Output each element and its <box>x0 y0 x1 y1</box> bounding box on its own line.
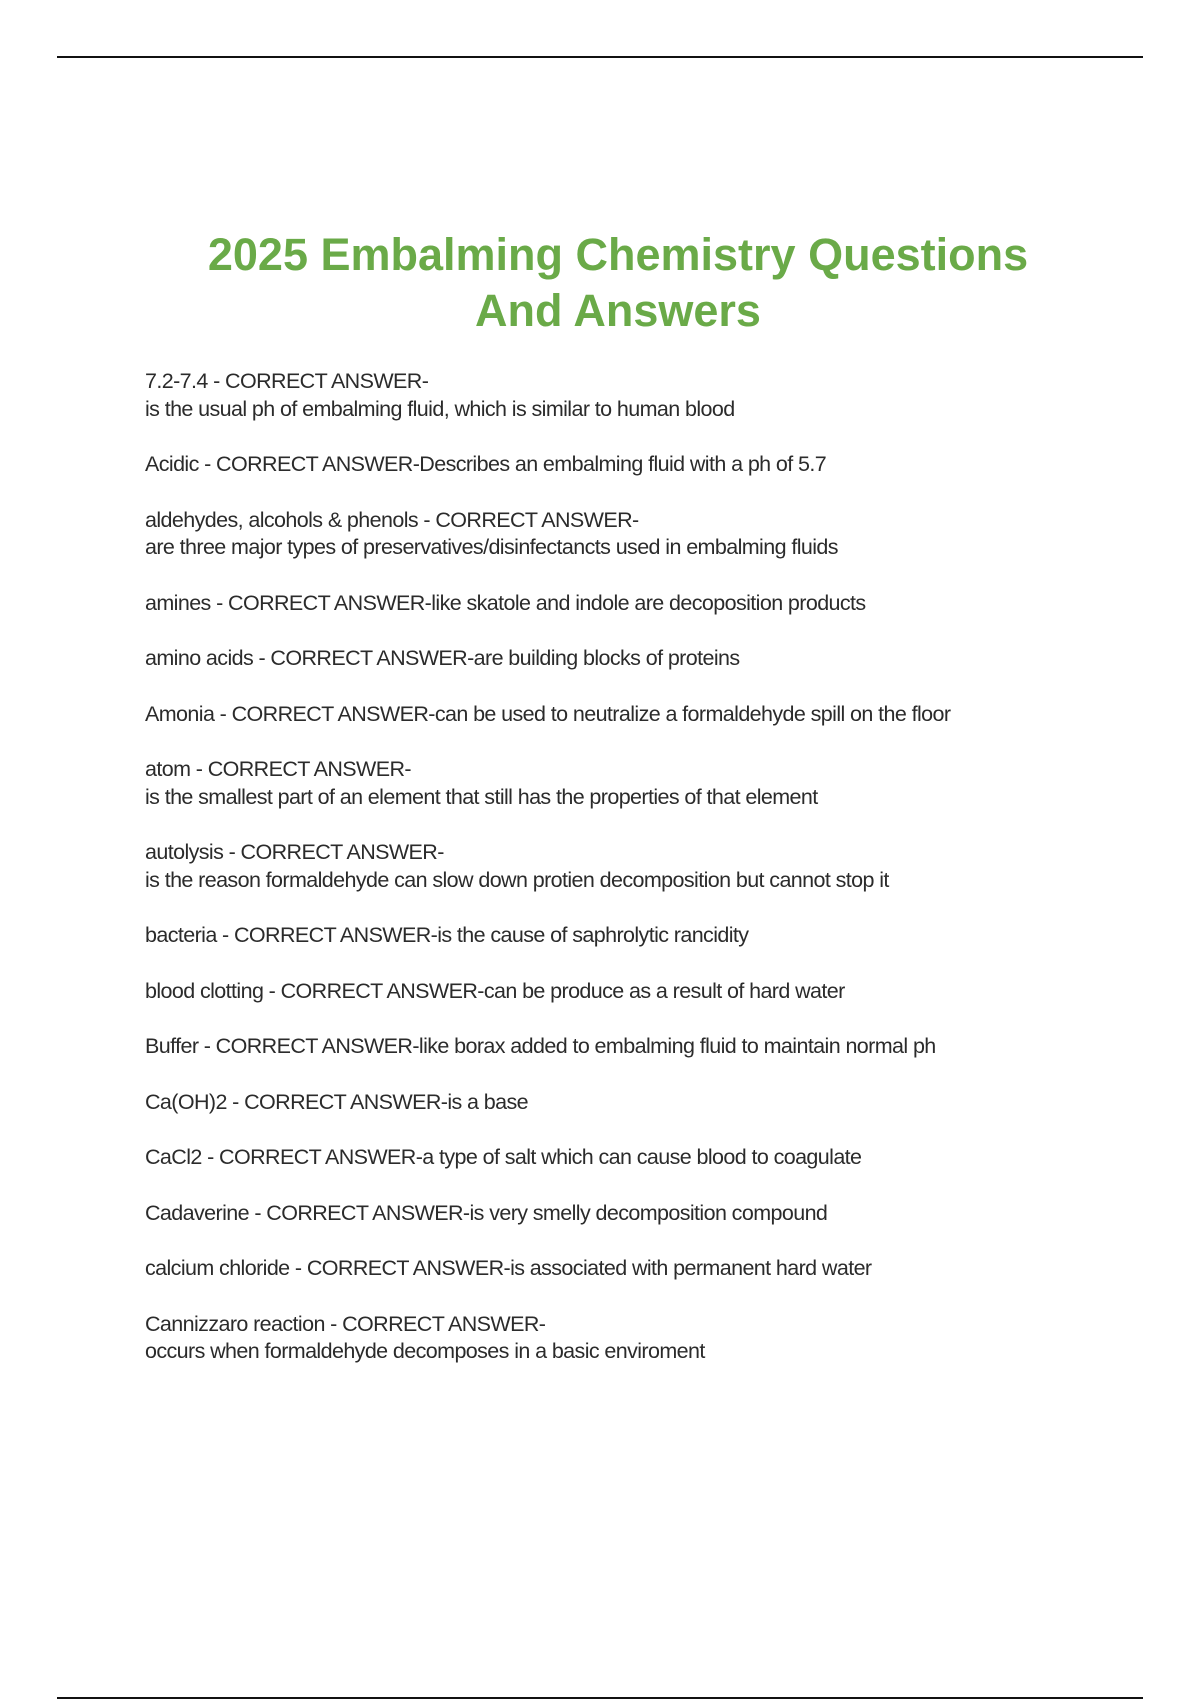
list-item <box>145 1144 1105 1172</box>
qa-line: Ca(OH)2 - CORRECT ANSWER-is a base <box>145 1089 528 1114</box>
list-item <box>145 839 1105 894</box>
list-item <box>145 645 1105 673</box>
top-divider <box>57 56 1143 58</box>
title-line-2: And Answers <box>475 285 761 336</box>
qa-term-line: atom - CORRECT ANSWER- <box>145 757 411 781</box>
title-line-1: 2025 Embalming Chemistry Questions <box>207 229 1029 280</box>
list-item <box>145 368 1105 423</box>
qa-line: blood clotting - CORRECT ANSWER-can be produce as a result of hard water <box>145 978 845 1003</box>
list-item <box>145 701 1105 729</box>
list-item <box>145 590 1105 618</box>
list-item <box>145 507 1105 562</box>
qa-answer-line: are three major types of preservatives/disinfectancts used in embalming fluids <box>145 535 838 559</box>
qa-term-line: Cannizzaro reaction - CORRECT ANSWER- <box>145 1311 546 1336</box>
qa-line: calcium chloride - CORRECT ANSWER-is associated with permanent hard water <box>145 1256 872 1280</box>
qa-line: Cadaverine - CORRECT ANSWER-is very smelly decomposition compound <box>145 1200 828 1225</box>
qa-list <box>145 368 1105 1394</box>
qa-answer-line: occurs when formaldehyde decomposes in a basic enviroment <box>145 1339 705 1363</box>
qa-line: Amonia - CORRECT ANSWER-can be used to neutralize a formaldehyde spill on the floor <box>145 701 951 726</box>
list-item <box>145 451 1105 479</box>
list-item <box>145 1200 1105 1228</box>
list-item <box>145 1311 1105 1366</box>
qa-answer-line: is the reason formaldehyde can slow down protien decomposition but cannot stop it <box>145 867 889 892</box>
qa-answer-line: is the usual ph of embalming fluid, which is similar to human blood <box>145 396 735 421</box>
qa-term-line: 7.2-7.4 - CORRECT ANSWER- <box>145 369 429 393</box>
list-item <box>145 1255 1105 1283</box>
list-item <box>145 978 1105 1006</box>
qa-term-line: autolysis - CORRECT ANSWER- <box>145 840 444 864</box>
page-title <box>120 227 1116 339</box>
bottom-divider <box>57 1697 1143 1699</box>
qa-answer-line: is the smallest part of an element that still has the properties of that element <box>145 784 818 809</box>
qa-line: amino acids - CORRECT ANSWER-are building blocks of proteins <box>145 646 740 670</box>
qa-line: CaCl2 - CORRECT ANSWER-a type of salt which can cause blood to coagulate <box>145 1145 862 1169</box>
qa-line: amines - CORRECT ANSWER-like skatole and indole are decoposition products <box>145 590 866 615</box>
qa-line: Acidic - CORRECT ANSWER-Describes an embalming fluid with a ph of 5.7 <box>145 452 827 476</box>
list-item <box>145 1033 1105 1061</box>
qa-line: bacteria - CORRECT ANSWER-is the cause of saphrolytic rancidity <box>145 923 749 947</box>
list-item <box>145 922 1105 950</box>
list-item <box>145 756 1105 811</box>
qa-line: Buffer - CORRECT ANSWER-like borax added to embalming fluid to maintain normal ph <box>145 1034 936 1058</box>
list-item <box>145 1089 1105 1117</box>
qa-term-line: aldehydes, alcohols & phenols - CORRECT ANSWER- <box>145 507 639 532</box>
